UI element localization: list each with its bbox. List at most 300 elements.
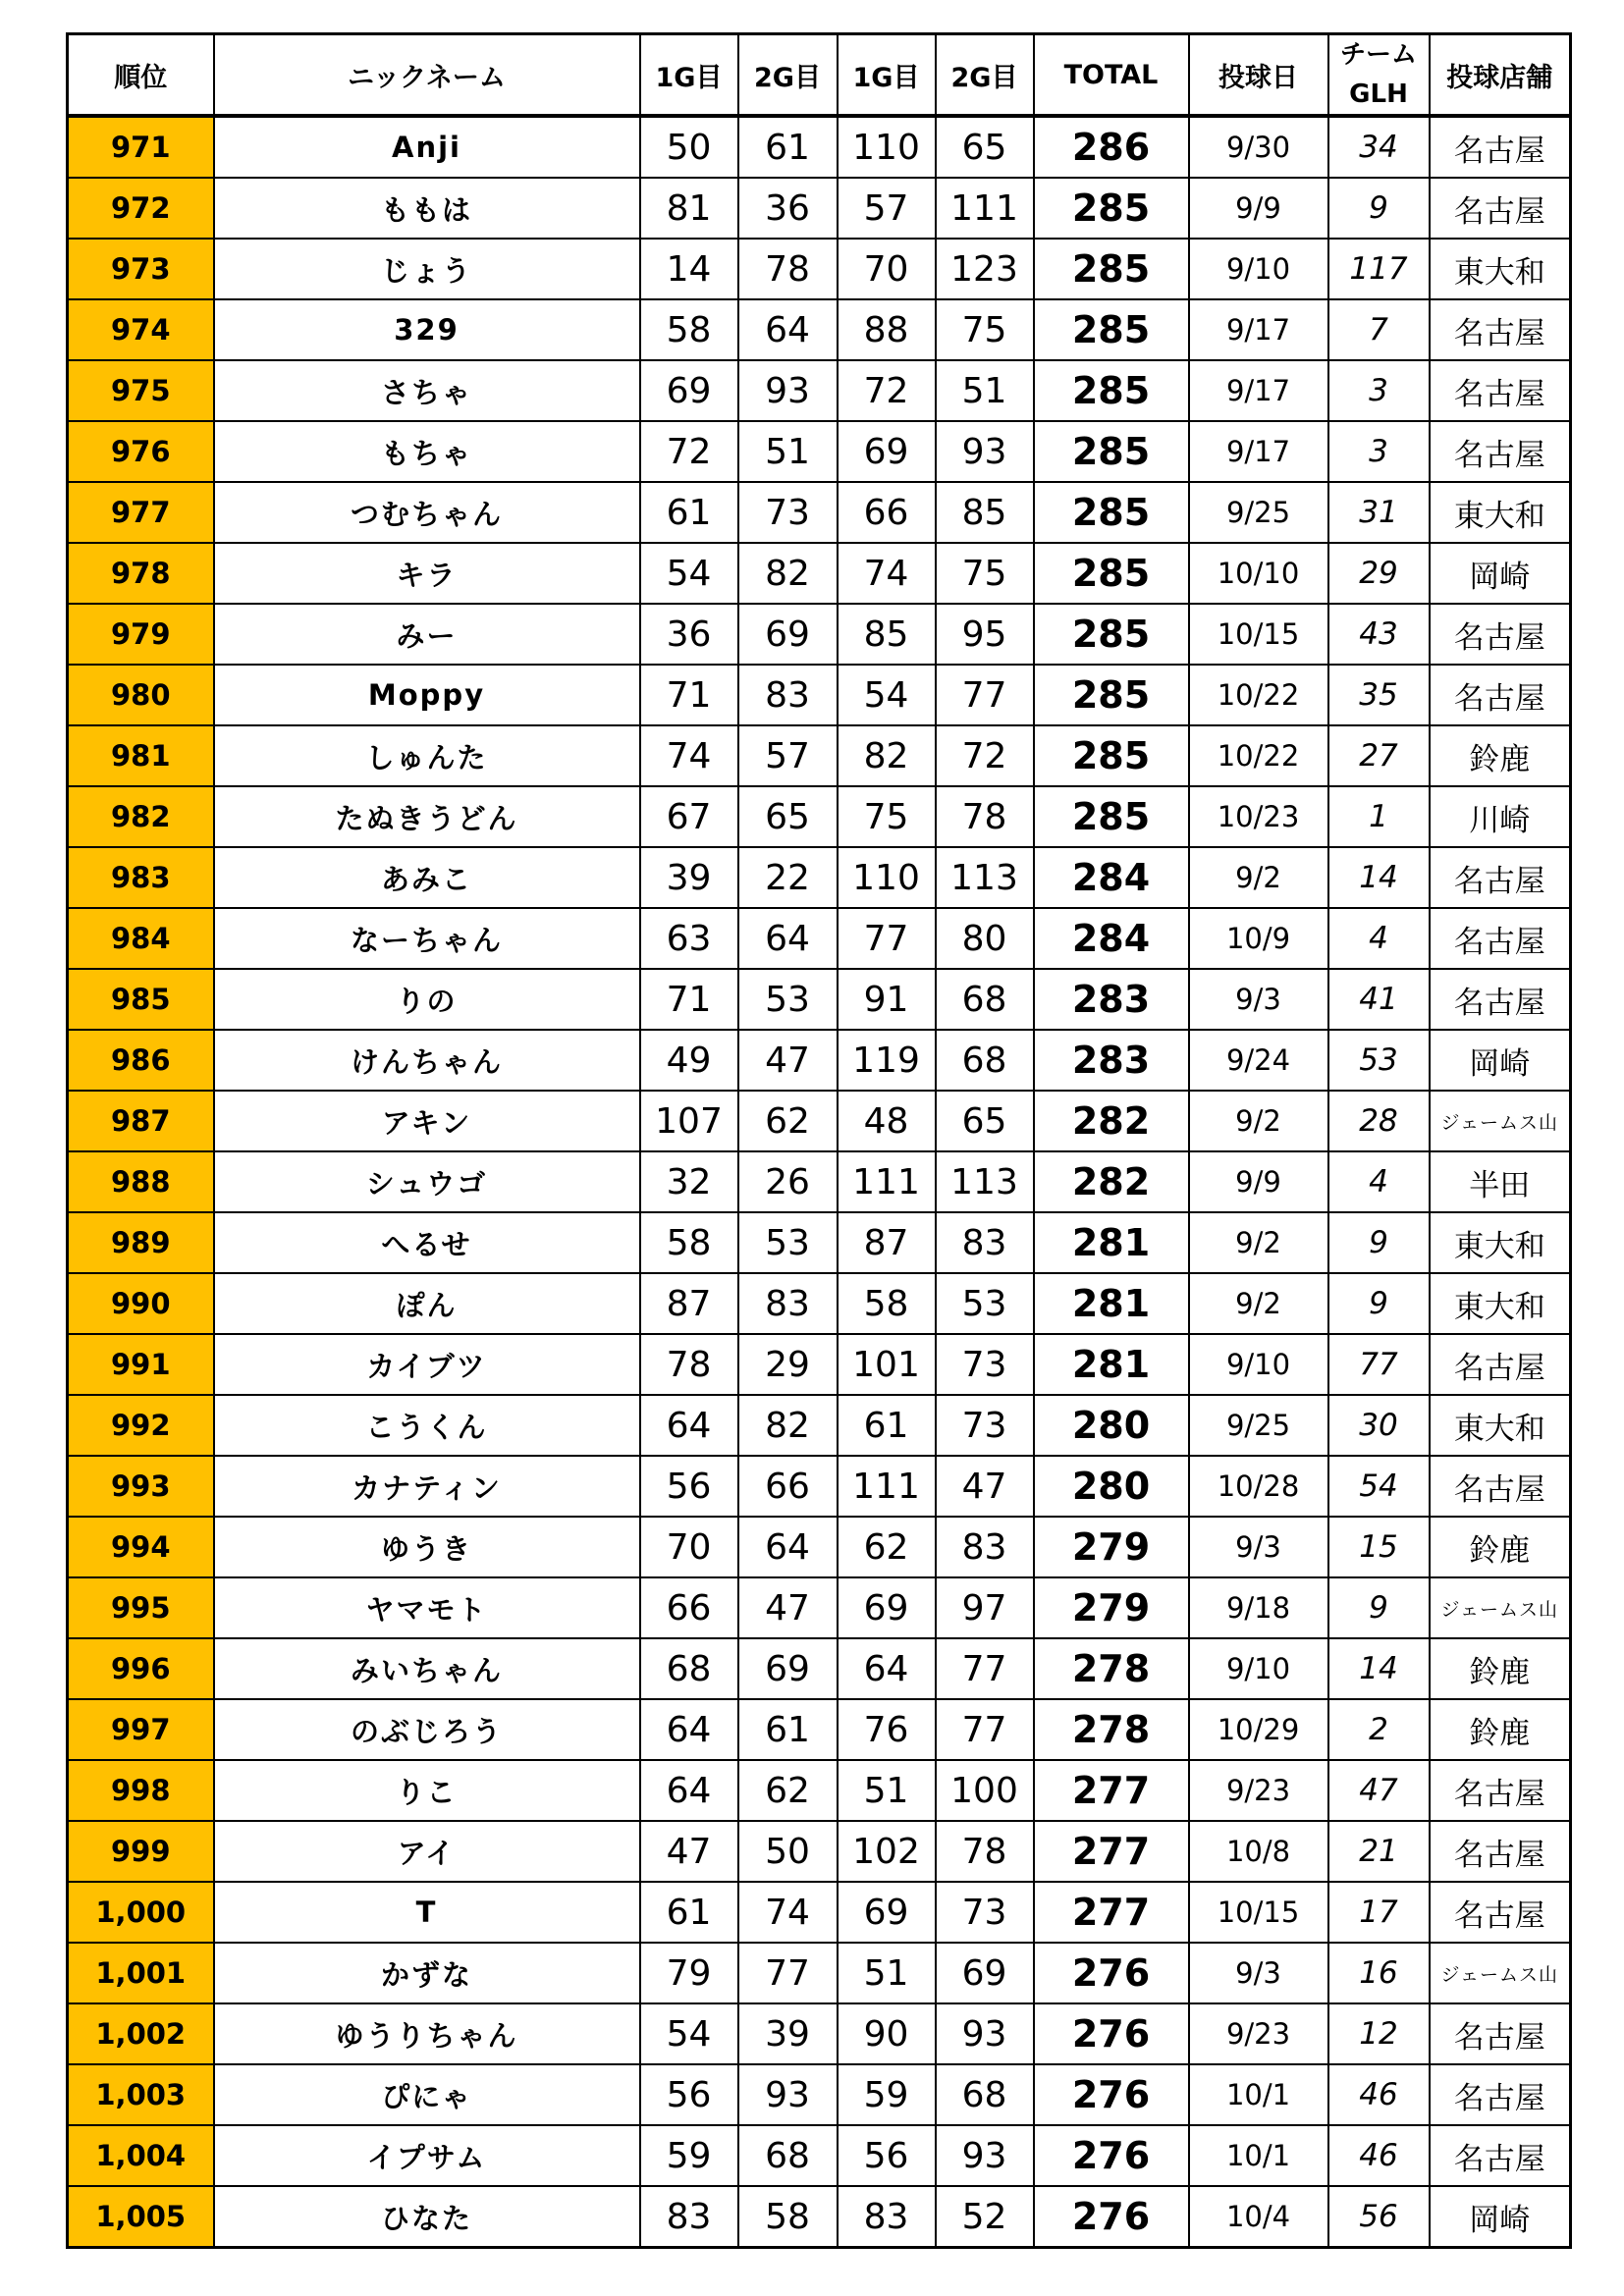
game1-second-cell: 59 bbox=[838, 2064, 936, 2125]
total-cell: 277 bbox=[1034, 1882, 1189, 1943]
rank-cell: 989 bbox=[68, 1212, 214, 1273]
store-cell: 東大和 bbox=[1430, 1395, 1571, 1456]
rank-cell: 999 bbox=[68, 1821, 214, 1882]
date-cell: 9/10 bbox=[1189, 1334, 1328, 1395]
game1-second-cell: 69 bbox=[838, 421, 936, 482]
game2-first-cell: 83 bbox=[738, 1273, 838, 1334]
total-cell: 280 bbox=[1034, 1456, 1189, 1517]
game1-second-cell: 57 bbox=[838, 178, 936, 239]
team-glh-cell: 27 bbox=[1328, 725, 1430, 786]
date-cell: 10/29 bbox=[1189, 1699, 1328, 1760]
date-cell: 9/9 bbox=[1189, 1151, 1328, 1212]
header-game2-second: 2G目 bbox=[936, 34, 1034, 117]
game2-first-cell: 64 bbox=[738, 299, 838, 360]
team-glh-cell: 9 bbox=[1328, 178, 1430, 239]
ranking-table bbox=[66, 32, 1572, 2249]
rank-cell: 990 bbox=[68, 1273, 214, 1334]
game1-second-cell: 58 bbox=[838, 1273, 936, 1334]
game2-first-cell: 74 bbox=[738, 1882, 838, 1943]
total-cell: 277 bbox=[1034, 1760, 1189, 1821]
store-cell: 鈴鹿 bbox=[1430, 1699, 1571, 1760]
team-glh-cell: 34 bbox=[1328, 116, 1430, 178]
store-cell: 川崎 bbox=[1430, 786, 1571, 847]
date-cell: 10/8 bbox=[1189, 1821, 1328, 1882]
game1-first-cell: 69 bbox=[640, 360, 738, 421]
store-cell: 名古屋 bbox=[1430, 1760, 1571, 1821]
team-glh-cell: 56 bbox=[1328, 2186, 1430, 2248]
team-glh-cell: 12 bbox=[1328, 2003, 1430, 2064]
rank-cell: 1,005 bbox=[68, 2186, 214, 2248]
rank-cell: 978 bbox=[68, 543, 214, 604]
team-glh-cell: 77 bbox=[1328, 1334, 1430, 1395]
game2-second-cell: 100 bbox=[936, 1760, 1034, 1821]
nickname-cell: ひなた bbox=[214, 2186, 640, 2248]
game2-second-cell: 75 bbox=[936, 299, 1034, 360]
date-cell: 9/9 bbox=[1189, 178, 1328, 239]
total-cell: 282 bbox=[1034, 1151, 1189, 1212]
game1-first-cell: 79 bbox=[640, 1943, 738, 2003]
nickname-cell: じょう bbox=[214, 239, 640, 299]
rank-cell: 985 bbox=[68, 969, 214, 1030]
nickname-cell: アイ bbox=[214, 1821, 640, 1882]
team-glh-cell: 35 bbox=[1328, 665, 1430, 725]
team-glh-cell: 46 bbox=[1328, 2064, 1430, 2125]
nickname-cell: もちゃ bbox=[214, 421, 640, 482]
game1-first-cell: 56 bbox=[640, 1456, 738, 1517]
total-cell: 281 bbox=[1034, 1212, 1189, 1273]
table-row bbox=[68, 421, 1571, 482]
header-game1-second: 1G目 bbox=[838, 34, 936, 117]
game1-second-cell: 51 bbox=[838, 1943, 936, 2003]
rank-cell: 977 bbox=[68, 482, 214, 543]
nickname-cell: ぴにゃ bbox=[214, 2064, 640, 2125]
table-row bbox=[68, 1943, 1571, 2003]
game1-second-cell: 90 bbox=[838, 2003, 936, 2064]
total-cell: 285 bbox=[1034, 725, 1189, 786]
table-row bbox=[68, 1091, 1571, 1151]
store-cell: 岡崎 bbox=[1430, 2186, 1571, 2248]
game2-second-cell: 73 bbox=[936, 1334, 1034, 1395]
nickname-cell: なーちゃん bbox=[214, 908, 640, 969]
table-row bbox=[68, 604, 1571, 665]
rank-cell: 980 bbox=[68, 665, 214, 725]
total-cell: 285 bbox=[1034, 421, 1189, 482]
game2-first-cell: 65 bbox=[738, 786, 838, 847]
rank-cell: 1,000 bbox=[68, 1882, 214, 1943]
game1-first-cell: 83 bbox=[640, 2186, 738, 2248]
date-cell: 9/3 bbox=[1189, 969, 1328, 1030]
game1-second-cell: 64 bbox=[838, 1638, 936, 1699]
store-cell: 鈴鹿 bbox=[1430, 1638, 1571, 1699]
game2-second-cell: 75 bbox=[936, 543, 1034, 604]
game2-first-cell: 57 bbox=[738, 725, 838, 786]
game2-first-cell: 26 bbox=[738, 1151, 838, 1212]
game2-second-cell: 47 bbox=[936, 1456, 1034, 1517]
team-glh-cell: 2 bbox=[1328, 1699, 1430, 1760]
table-row bbox=[68, 1212, 1571, 1273]
header-total: TOTAL bbox=[1034, 34, 1189, 117]
store-cell: 半田 bbox=[1430, 1151, 1571, 1212]
game2-second-cell: 68 bbox=[936, 2064, 1034, 2125]
total-cell: 285 bbox=[1034, 665, 1189, 725]
team-glh-cell: 54 bbox=[1328, 1456, 1430, 1517]
table-row bbox=[68, 725, 1571, 786]
game2-second-cell: 85 bbox=[936, 482, 1034, 543]
total-cell: 281 bbox=[1034, 1273, 1189, 1334]
date-cell: 10/28 bbox=[1189, 1456, 1328, 1517]
store-cell: ジェームス山 bbox=[1430, 1943, 1571, 2003]
game1-second-cell: 82 bbox=[838, 725, 936, 786]
store-cell: 名古屋 bbox=[1430, 908, 1571, 969]
rank-cell: 974 bbox=[68, 299, 214, 360]
team-glh-cell: 53 bbox=[1328, 1030, 1430, 1091]
total-cell: 286 bbox=[1034, 116, 1189, 178]
store-cell: ジェームス山 bbox=[1430, 1091, 1571, 1151]
game1-first-cell: 59 bbox=[640, 2125, 738, 2186]
game1-second-cell: 111 bbox=[838, 1151, 936, 1212]
header-store: 投球店舗 bbox=[1430, 34, 1571, 117]
table-row bbox=[68, 1030, 1571, 1091]
game2-first-cell: 39 bbox=[738, 2003, 838, 2064]
game2-second-cell: 69 bbox=[936, 1943, 1034, 2003]
game1-first-cell: 54 bbox=[640, 543, 738, 604]
rank-cell: 987 bbox=[68, 1091, 214, 1151]
table-row bbox=[68, 543, 1571, 604]
table-row bbox=[68, 1273, 1571, 1334]
nickname-cell: アキン bbox=[214, 1091, 640, 1151]
store-cell: 鈴鹿 bbox=[1430, 725, 1571, 786]
game2-first-cell: 29 bbox=[738, 1334, 838, 1395]
game2-second-cell: 78 bbox=[936, 1821, 1034, 1882]
team-glh-cell: 117 bbox=[1328, 239, 1430, 299]
table-row bbox=[68, 665, 1571, 725]
game1-first-cell: 14 bbox=[640, 239, 738, 299]
game2-first-cell: 66 bbox=[738, 1456, 838, 1517]
nickname-cell: ヤマモト bbox=[214, 1577, 640, 1638]
store-cell: 名古屋 bbox=[1430, 116, 1571, 178]
team-glh-cell: 3 bbox=[1328, 421, 1430, 482]
game2-second-cell: 123 bbox=[936, 239, 1034, 299]
nickname-cell: ももは bbox=[214, 178, 640, 239]
game1-second-cell: 91 bbox=[838, 969, 936, 1030]
game1-second-cell: 51 bbox=[838, 1760, 936, 1821]
nickname-cell: カナティン bbox=[214, 1456, 640, 1517]
game2-second-cell: 73 bbox=[936, 1395, 1034, 1456]
game1-second-cell: 88 bbox=[838, 299, 936, 360]
game2-second-cell: 73 bbox=[936, 1882, 1034, 1943]
team-glh-cell: 9 bbox=[1328, 1212, 1430, 1273]
game2-second-cell: 78 bbox=[936, 786, 1034, 847]
nickname-cell: シュウゴ bbox=[214, 1151, 640, 1212]
game2-second-cell: 93 bbox=[936, 421, 1034, 482]
table-row bbox=[68, 969, 1571, 1030]
date-cell: 9/18 bbox=[1189, 1577, 1328, 1638]
total-cell: 277 bbox=[1034, 1821, 1189, 1882]
game2-first-cell: 47 bbox=[738, 1030, 838, 1091]
store-cell: ジェームス山 bbox=[1430, 1577, 1571, 1638]
table-row bbox=[68, 847, 1571, 908]
table-row bbox=[68, 2064, 1571, 2125]
header-row bbox=[68, 34, 1571, 117]
game1-first-cell: 58 bbox=[640, 299, 738, 360]
header-date: 投球日 bbox=[1189, 34, 1328, 117]
store-cell: 名古屋 bbox=[1430, 1882, 1571, 1943]
nickname-cell: みいちゃん bbox=[214, 1638, 640, 1699]
game1-second-cell: 61 bbox=[838, 1395, 936, 1456]
date-cell: 9/3 bbox=[1189, 1943, 1328, 2003]
table-row bbox=[68, 482, 1571, 543]
table-row bbox=[68, 116, 1571, 178]
nickname-cell: カイブツ bbox=[214, 1334, 640, 1395]
table-row bbox=[68, 1151, 1571, 1212]
table-row bbox=[68, 360, 1571, 421]
team-glh-cell: 41 bbox=[1328, 969, 1430, 1030]
rank-cell: 997 bbox=[68, 1699, 214, 1760]
game2-first-cell: 77 bbox=[738, 1943, 838, 2003]
date-cell: 9/2 bbox=[1189, 1273, 1328, 1334]
rank-cell: 972 bbox=[68, 178, 214, 239]
nickname-cell: ゆうりちゃん bbox=[214, 2003, 640, 2064]
nickname-cell: ゆうき bbox=[214, 1517, 640, 1577]
total-cell: 279 bbox=[1034, 1517, 1189, 1577]
total-cell: 276 bbox=[1034, 2064, 1189, 2125]
game1-second-cell: 69 bbox=[838, 1882, 936, 1943]
nickname-cell: Anji bbox=[214, 116, 640, 178]
game1-first-cell: 56 bbox=[640, 2064, 738, 2125]
game1-first-cell: 70 bbox=[640, 1517, 738, 1577]
total-cell: 284 bbox=[1034, 908, 1189, 969]
game2-first-cell: 69 bbox=[738, 604, 838, 665]
game2-first-cell: 22 bbox=[738, 847, 838, 908]
date-cell: 10/4 bbox=[1189, 2186, 1328, 2248]
nickname-cell: りこ bbox=[214, 1760, 640, 1821]
table-row bbox=[68, 1882, 1571, 1943]
game2-first-cell: 64 bbox=[738, 908, 838, 969]
game1-first-cell: 64 bbox=[640, 1395, 738, 1456]
table-row bbox=[68, 1638, 1571, 1699]
date-cell: 9/2 bbox=[1189, 1212, 1328, 1273]
game1-second-cell: 83 bbox=[838, 2186, 936, 2248]
game1-second-cell: 110 bbox=[838, 116, 936, 178]
store-cell: 東大和 bbox=[1430, 482, 1571, 543]
total-cell: 285 bbox=[1034, 482, 1189, 543]
game1-first-cell: 39 bbox=[640, 847, 738, 908]
date-cell: 9/25 bbox=[1189, 1395, 1328, 1456]
nickname-cell: つむちゃん bbox=[214, 482, 640, 543]
date-cell: 9/2 bbox=[1189, 1091, 1328, 1151]
total-cell: 276 bbox=[1034, 2186, 1189, 2248]
game2-first-cell: 62 bbox=[738, 1760, 838, 1821]
total-cell: 281 bbox=[1034, 1334, 1189, 1395]
store-cell: 名古屋 bbox=[1430, 604, 1571, 665]
total-cell: 285 bbox=[1034, 543, 1189, 604]
total-cell: 285 bbox=[1034, 360, 1189, 421]
game2-first-cell: 53 bbox=[738, 969, 838, 1030]
nickname-cell: かずな bbox=[214, 1943, 640, 2003]
total-cell: 280 bbox=[1034, 1395, 1189, 1456]
total-cell: 285 bbox=[1034, 178, 1189, 239]
date-cell: 10/1 bbox=[1189, 2064, 1328, 2125]
rank-cell: 992 bbox=[68, 1395, 214, 1456]
date-cell: 10/10 bbox=[1189, 543, 1328, 604]
nickname-cell: キラ bbox=[214, 543, 640, 604]
date-cell: 9/24 bbox=[1189, 1030, 1328, 1091]
store-cell: 名古屋 bbox=[1430, 421, 1571, 482]
rank-cell: 986 bbox=[68, 1030, 214, 1091]
table-row bbox=[68, 1456, 1571, 1517]
team-glh-cell: 15 bbox=[1328, 1517, 1430, 1577]
game2-second-cell: 77 bbox=[936, 1638, 1034, 1699]
game2-second-cell: 72 bbox=[936, 725, 1034, 786]
game1-first-cell: 67 bbox=[640, 786, 738, 847]
store-cell: 名古屋 bbox=[1430, 178, 1571, 239]
game1-first-cell: 50 bbox=[640, 116, 738, 178]
game1-first-cell: 63 bbox=[640, 908, 738, 969]
rank-cell: 998 bbox=[68, 1760, 214, 1821]
game2-first-cell: 62 bbox=[738, 1091, 838, 1151]
date-cell: 9/23 bbox=[1189, 2003, 1328, 2064]
game1-first-cell: 61 bbox=[640, 1882, 738, 1943]
game2-second-cell: 83 bbox=[936, 1517, 1034, 1577]
nickname-cell: しゅんた bbox=[214, 725, 640, 786]
rank-cell: 1,004 bbox=[68, 2125, 214, 2186]
header-nickname: ニックネーム bbox=[214, 34, 640, 117]
header-game1-first: 1G目 bbox=[640, 34, 738, 117]
game1-first-cell: 64 bbox=[640, 1760, 738, 1821]
game2-second-cell: 111 bbox=[936, 178, 1034, 239]
game2-first-cell: 53 bbox=[738, 1212, 838, 1273]
store-cell: 名古屋 bbox=[1430, 299, 1571, 360]
game1-first-cell: 49 bbox=[640, 1030, 738, 1091]
game1-first-cell: 71 bbox=[640, 969, 738, 1030]
game1-first-cell: 71 bbox=[640, 665, 738, 725]
nickname-cell: イプサム bbox=[214, 2125, 640, 2186]
game2-second-cell: 113 bbox=[936, 1151, 1034, 1212]
nickname-cell: けんちゃん bbox=[214, 1030, 640, 1091]
game1-second-cell: 101 bbox=[838, 1334, 936, 1395]
nickname-cell: りの bbox=[214, 969, 640, 1030]
game2-second-cell: 83 bbox=[936, 1212, 1034, 1273]
store-cell: 鈴鹿 bbox=[1430, 1517, 1571, 1577]
game2-second-cell: 80 bbox=[936, 908, 1034, 969]
game2-first-cell: 83 bbox=[738, 665, 838, 725]
store-cell: 東大和 bbox=[1430, 1273, 1571, 1334]
game2-first-cell: 64 bbox=[738, 1517, 838, 1577]
game1-first-cell: 74 bbox=[640, 725, 738, 786]
game1-second-cell: 110 bbox=[838, 847, 936, 908]
nickname-cell: あみこ bbox=[214, 847, 640, 908]
date-cell: 9/10 bbox=[1189, 1638, 1328, 1699]
game1-first-cell: 61 bbox=[640, 482, 738, 543]
total-cell: 276 bbox=[1034, 2003, 1189, 2064]
rank-cell: 982 bbox=[68, 786, 214, 847]
nickname-cell: たぬきうどん bbox=[214, 786, 640, 847]
nickname-cell: T bbox=[214, 1882, 640, 1943]
store-cell: 名古屋 bbox=[1430, 847, 1571, 908]
game2-first-cell: 73 bbox=[738, 482, 838, 543]
header-team-line2: GLH bbox=[1349, 80, 1408, 109]
date-cell: 9/2 bbox=[1189, 847, 1328, 908]
game1-second-cell: 72 bbox=[838, 360, 936, 421]
date-cell: 9/25 bbox=[1189, 482, 1328, 543]
total-cell: 285 bbox=[1034, 239, 1189, 299]
game2-first-cell: 51 bbox=[738, 421, 838, 482]
game2-first-cell: 78 bbox=[738, 239, 838, 299]
team-glh-cell: 17 bbox=[1328, 1882, 1430, 1943]
game1-second-cell: 77 bbox=[838, 908, 936, 969]
game2-first-cell: 36 bbox=[738, 178, 838, 239]
game1-first-cell: 32 bbox=[640, 1151, 738, 1212]
store-cell: 東大和 bbox=[1430, 239, 1571, 299]
header-team-glh bbox=[1328, 34, 1430, 117]
rank-cell: 1,002 bbox=[68, 2003, 214, 2064]
game1-first-cell: 64 bbox=[640, 1699, 738, 1760]
game1-first-cell: 54 bbox=[640, 2003, 738, 2064]
game2-first-cell: 47 bbox=[738, 1577, 838, 1638]
rank-cell: 991 bbox=[68, 1334, 214, 1395]
game1-second-cell: 119 bbox=[838, 1030, 936, 1091]
rank-cell: 1,003 bbox=[68, 2064, 214, 2125]
store-cell: 名古屋 bbox=[1430, 969, 1571, 1030]
date-cell: 9/10 bbox=[1189, 239, 1328, 299]
table-row bbox=[68, 908, 1571, 969]
date-cell: 10/15 bbox=[1189, 604, 1328, 665]
rank-cell: 983 bbox=[68, 847, 214, 908]
team-glh-cell: 9 bbox=[1328, 1577, 1430, 1638]
total-cell: 276 bbox=[1034, 2125, 1189, 2186]
game1-first-cell: 78 bbox=[640, 1334, 738, 1395]
table-row bbox=[68, 1334, 1571, 1395]
team-glh-cell: 21 bbox=[1328, 1821, 1430, 1882]
game2-first-cell: 82 bbox=[738, 1395, 838, 1456]
store-cell: 名古屋 bbox=[1430, 2125, 1571, 2186]
game2-second-cell: 68 bbox=[936, 969, 1034, 1030]
game2-first-cell: 93 bbox=[738, 2064, 838, 2125]
header-team-line1: チーム bbox=[1339, 40, 1417, 70]
game1-second-cell: 85 bbox=[838, 604, 936, 665]
table-row bbox=[68, 1760, 1571, 1821]
total-cell: 276 bbox=[1034, 1943, 1189, 2003]
store-cell: 名古屋 bbox=[1430, 2003, 1571, 2064]
date-cell: 9/23 bbox=[1189, 1760, 1328, 1821]
store-cell: 名古屋 bbox=[1430, 665, 1571, 725]
team-glh-cell: 9 bbox=[1328, 1273, 1430, 1334]
game1-second-cell: 56 bbox=[838, 2125, 936, 2186]
game1-second-cell: 75 bbox=[838, 786, 936, 847]
store-cell: 岡崎 bbox=[1430, 1030, 1571, 1091]
table-row bbox=[68, 299, 1571, 360]
game1-first-cell: 47 bbox=[640, 1821, 738, 1882]
table-row bbox=[68, 2125, 1571, 2186]
game2-first-cell: 61 bbox=[738, 1699, 838, 1760]
store-cell: 名古屋 bbox=[1430, 1456, 1571, 1517]
team-glh-cell: 7 bbox=[1328, 299, 1430, 360]
header-game2-first: 2G目 bbox=[738, 34, 838, 117]
table-row bbox=[68, 1577, 1571, 1638]
header-rank: 順位 bbox=[68, 34, 214, 117]
game2-second-cell: 95 bbox=[936, 604, 1034, 665]
nickname-cell: さちゃ bbox=[214, 360, 640, 421]
game2-second-cell: 65 bbox=[936, 1091, 1034, 1151]
team-glh-cell: 46 bbox=[1328, 2125, 1430, 2186]
nickname-cell: のぶじろう bbox=[214, 1699, 640, 1760]
date-cell: 10/23 bbox=[1189, 786, 1328, 847]
date-cell: 10/15 bbox=[1189, 1882, 1328, 1943]
game1-first-cell: 87 bbox=[640, 1273, 738, 1334]
game2-first-cell: 68 bbox=[738, 2125, 838, 2186]
store-cell: 岡崎 bbox=[1430, 543, 1571, 604]
rank-cell: 973 bbox=[68, 239, 214, 299]
